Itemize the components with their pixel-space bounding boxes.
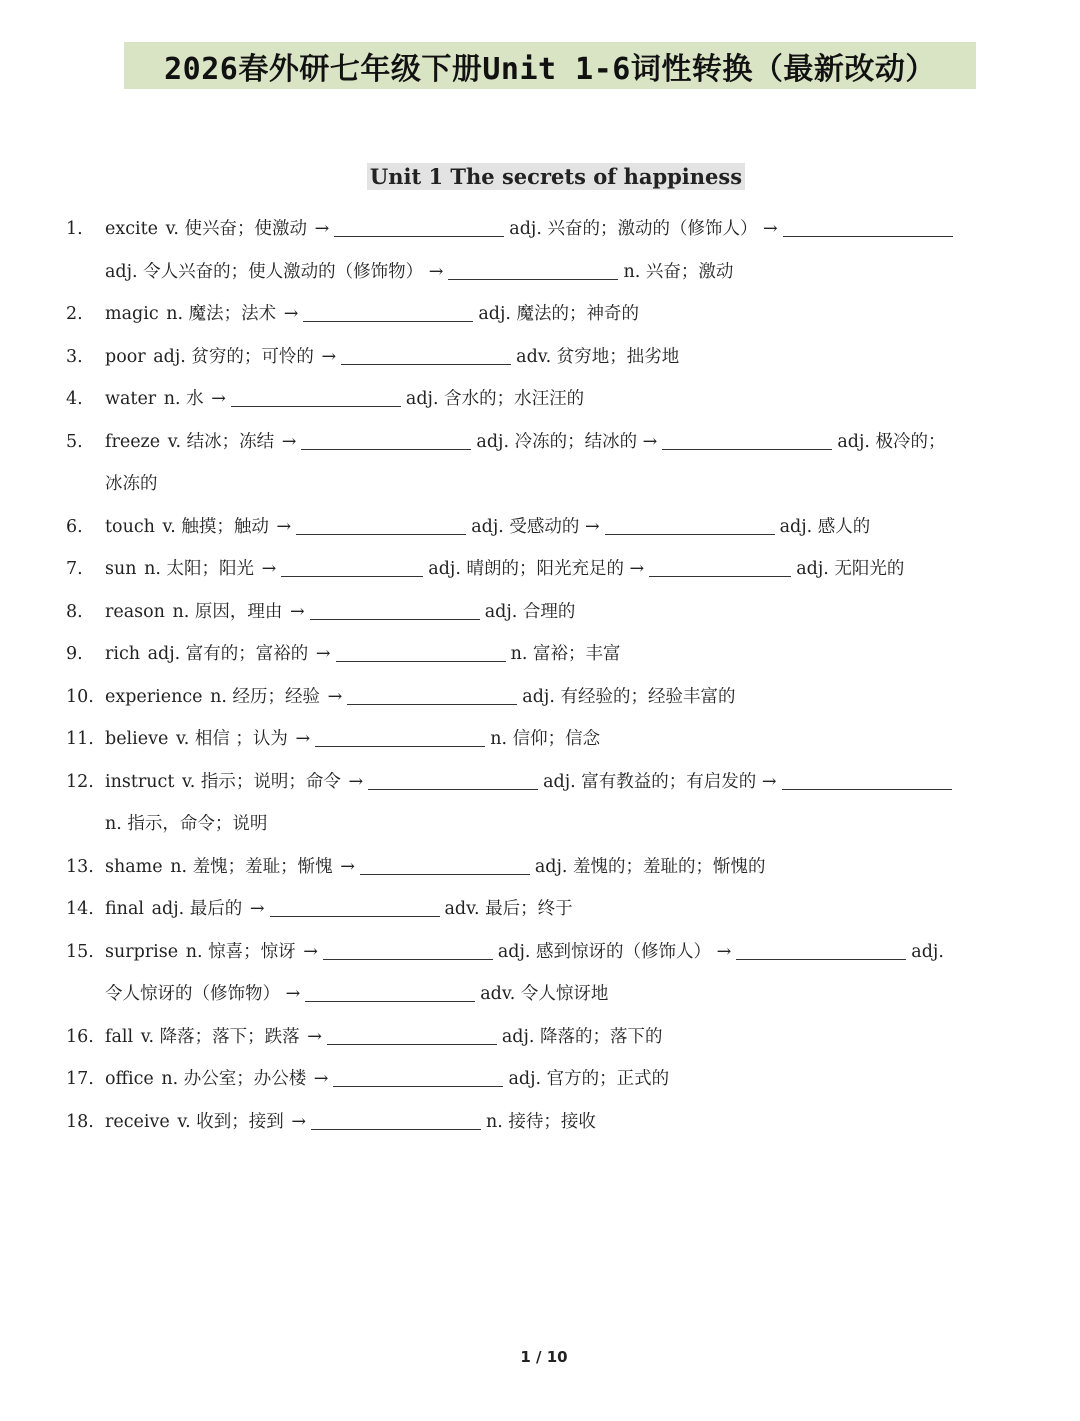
arrow-icon: → [584, 516, 600, 537]
answer-blank[interactable] [333, 1085, 503, 1087]
arrow-icon: → [340, 856, 355, 877]
arrow-icon: → [428, 261, 444, 282]
list-item: 2. magic n. 魔法；法术 → adj. 魔法的；神奇的 [66, 304, 640, 324]
arrow-icon: → [211, 389, 226, 409]
arrow-icon: → [763, 219, 778, 239]
list-item: 3. poor adj. 贫穷的；可怜的 → adv. 贫穷地；拙劣地 [66, 346, 680, 367]
arrow-icon: → [716, 941, 732, 962]
arrow-icon: → [295, 729, 311, 749]
word: excite [105, 219, 159, 239]
arrow-icon: → [249, 899, 265, 919]
arrow-icon: → [313, 1069, 329, 1089]
list-item-continuation: adj. 令人兴奋的；使人激动的（修饰物） → n. 兴奋；激动 [105, 261, 734, 282]
arrow-icon: → [285, 984, 301, 1004]
answer-blank[interactable] [323, 958, 493, 960]
word: believe [105, 729, 169, 749]
word: shame [105, 856, 163, 877]
answer-blank[interactable] [315, 745, 485, 747]
list-item: 9. rich adj. 富有的；富裕的 → n. 富裕；丰富 [66, 644, 621, 664]
answer-blank[interactable] [334, 235, 504, 237]
answer-blank[interactable] [305, 1000, 475, 1002]
arrow-icon: → [761, 771, 777, 792]
word-list [66, 208, 1026, 1143]
arrow-icon: → [327, 686, 343, 707]
word: magic [105, 304, 159, 324]
answer-blank[interactable] [303, 320, 473, 322]
answer-blank[interactable] [327, 1043, 497, 1045]
list-item: 10. experience n. 经历；经验 → adj. 有经验的；经验丰富的 [66, 686, 736, 707]
answer-blank[interactable] [311, 1128, 481, 1130]
word: final [105, 899, 144, 919]
word: surprise [105, 941, 179, 962]
answer-blank[interactable] [281, 575, 423, 577]
list-item: 17. office n. 办公室；办公楼 → adj. 官方的；正式的 [66, 1069, 670, 1089]
arrow-icon: → [348, 771, 364, 792]
unit-heading-wrap [0, 163, 1080, 190]
answer-blank[interactable] [782, 788, 952, 790]
list-item-continuation: 冰冻的 [105, 474, 158, 494]
answer-blank[interactable] [310, 618, 480, 620]
answer-blank[interactable] [662, 448, 832, 450]
list-item: 1. excite v. 使兴奋；使激动 → adj. 兴奋的；激动的（修饰人） → [66, 208, 1026, 251]
arrow-icon: → [283, 304, 299, 324]
answer-blank[interactable] [605, 533, 775, 535]
arrow-icon: → [629, 559, 645, 579]
arrow-icon: → [315, 644, 331, 664]
word: instruct [105, 771, 175, 792]
list-item: 11. believe v. 相信 ；认为 → n. 信仰；信念 [66, 729, 601, 749]
answer-blank[interactable] [360, 873, 530, 875]
word: reason [105, 601, 165, 622]
word: poor [105, 346, 146, 367]
list-item: 6. touch v. 触摸；触动 → adj. 受感动的 → adj. 感人的 [66, 516, 871, 537]
word: touch [105, 516, 155, 537]
list-item-continuation: 令人惊讶的（修饰物） → adv. 令人惊讶地 [105, 984, 609, 1004]
answer-blank[interactable] [341, 363, 511, 365]
arrow-icon: → [307, 1026, 322, 1047]
arrow-icon: → [642, 431, 658, 452]
page-number: 1 / 10 [520, 1348, 568, 1366]
word: experience [105, 686, 203, 707]
list-item: 4. water n. 水 → adj. 含水的；水汪汪的 [66, 389, 585, 409]
arrow-icon: → [321, 346, 337, 367]
word: freeze [105, 431, 161, 452]
word: office [105, 1069, 154, 1089]
list-item: 15. surprise n. 惊喜；惊讶 → adj. 感到惊讶的（修饰人） → adj. [66, 941, 944, 962]
arrow-icon: → [261, 559, 277, 579]
answer-blank[interactable] [368, 788, 538, 790]
word: sun [105, 559, 137, 579]
list-item: 18. receive v. 收到；接到 → n. 接待；接收 [66, 1111, 596, 1132]
arrow-icon: → [303, 941, 318, 962]
list-item: 12. instruct v. 指示；说明；命令 → adj. 富有教益的；有启发的 → [66, 761, 1026, 804]
document-title: 2026春外研七年级下册Unit 1-6词性转换（最新改动） [124, 42, 976, 89]
arrow-icon: → [290, 601, 305, 622]
answer-blank[interactable] [231, 405, 401, 407]
list-item: 14. final adj. 最后的 → adv. 最后；终于 [66, 899, 573, 919]
list-item: 13. shame n. 羞愧；羞耻；惭愧 → adj. 羞愧的；羞耻的；惭愧的 [66, 856, 766, 877]
list-item: 8. reason n. 原因，理由 → adj. 合理的 [66, 601, 576, 622]
word: fall [105, 1026, 134, 1047]
answer-blank[interactable] [270, 915, 440, 917]
answer-blank[interactable] [336, 660, 506, 662]
word: rich [105, 644, 141, 664]
answer-blank[interactable] [448, 278, 618, 280]
answer-blank[interactable] [296, 533, 466, 535]
word: receive [105, 1111, 170, 1132]
arrow-icon: → [276, 516, 292, 537]
list-item-continuation: n. 指示，命令；说明 [105, 814, 268, 834]
unit-heading: Unit 1 The secrets of happiness [367, 163, 745, 190]
answer-blank[interactable] [347, 703, 517, 705]
answer-blank[interactable] [649, 575, 791, 577]
arrow-icon: → [281, 431, 297, 452]
arrow-icon: → [291, 1111, 306, 1132]
answer-blank[interactable] [783, 235, 953, 237]
list-item: 7. sun n. 太阳；阳光 → adj. 晴朗的；阳光充足的 → adj. 无阳光的 [66, 559, 905, 579]
word: water [105, 389, 157, 409]
arrow-icon: → [314, 219, 330, 239]
answer-blank[interactable] [736, 958, 906, 960]
list-item: 5. freeze v. 结冰；冻结 → adj. 冷冻的；结冰的 → adj. 极冷的； [66, 431, 946, 452]
list-item: 16. fall v. 降落；落下；跌落 → adj. 降落的；落下的 [66, 1026, 663, 1047]
answer-blank[interactable] [301, 448, 471, 450]
